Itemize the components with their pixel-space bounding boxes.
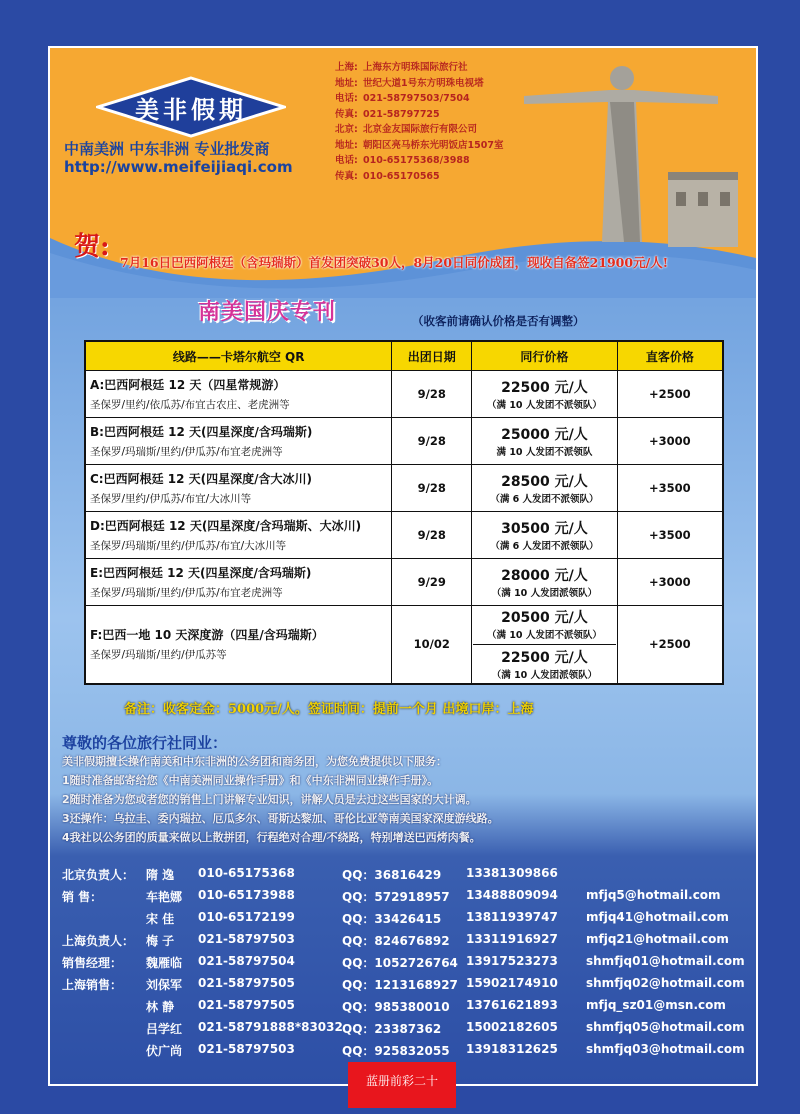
price-condition: （满 10 人发团派领队） bbox=[491, 670, 598, 682]
staff-phone: 010-65172199 bbox=[198, 910, 295, 924]
contact-line bbox=[335, 91, 503, 107]
staff-row bbox=[62, 866, 752, 888]
staff-email[interactable]: shmfjq01@hotmail.com bbox=[586, 954, 745, 968]
contact-label: 电话: bbox=[335, 93, 358, 104]
staff-email[interactable]: shmfjq02@hotmail.com bbox=[586, 976, 745, 990]
staff-qq: QQ：1052726764 bbox=[342, 956, 458, 970]
staff-mobile: 13918312625 bbox=[466, 1042, 558, 1056]
route-itinerary: 圣保罗/里约/伊瓜苏/布宜/大冰川等 bbox=[90, 493, 252, 505]
staff-row bbox=[62, 976, 752, 998]
congrats-mark: 贺: bbox=[74, 232, 110, 262]
price-option bbox=[473, 518, 616, 552]
direct-price: +3500 bbox=[617, 465, 723, 512]
contact-line bbox=[335, 153, 503, 169]
staff-role: 上海销售： bbox=[62, 978, 123, 992]
trade-price: 22500 元/人 bbox=[501, 380, 588, 396]
direct-price: +3000 bbox=[617, 559, 723, 606]
contact-line bbox=[335, 107, 503, 123]
contact-value: 010-65170565 bbox=[363, 170, 440, 182]
col-header-trade-price: 同行价格 bbox=[472, 341, 618, 371]
trade-price-cell bbox=[472, 465, 618, 512]
staff-email[interactable]: mfjq_sz01@msn.com bbox=[586, 998, 726, 1012]
staff-email[interactable]: mfjq5@hotmail.com bbox=[586, 888, 721, 902]
staff-name: 宋 佳 bbox=[146, 912, 175, 926]
staff-name: 梅 子 bbox=[146, 934, 175, 948]
notice-heading: 尊敬的各位旅行社同业： bbox=[62, 734, 228, 752]
table-header-row bbox=[85, 341, 723, 371]
staff-qq: QQ：572918957 bbox=[342, 890, 450, 904]
route-name: C:巴西阿根廷 12 天(四星深度/含大冰川) bbox=[90, 472, 313, 486]
contact-line bbox=[335, 60, 503, 76]
contact-label: 地址: bbox=[335, 77, 358, 89]
contact-value: 世纪大道1号东方明珠电视塔 bbox=[363, 77, 484, 89]
route-itinerary: 圣保罗/玛瑞斯/里约/伊瓜苏/布宜老虎洲等 bbox=[90, 587, 283, 599]
route-cell bbox=[85, 606, 392, 684]
route-cell bbox=[85, 371, 392, 418]
trade-price-cell bbox=[472, 559, 618, 606]
route-itinerary: 圣保罗/玛瑞斯/里约/伊瓜苏等 bbox=[90, 649, 227, 662]
price-option bbox=[473, 607, 616, 641]
staff-name: 刘保军 bbox=[146, 978, 183, 992]
staff-name: 林 静 bbox=[146, 1000, 175, 1014]
staff-role: 销售经理： bbox=[62, 956, 123, 970]
direct-price: +2500 bbox=[617, 606, 723, 684]
staff-row bbox=[62, 1042, 752, 1064]
staff-name: 伏广尚 bbox=[146, 1044, 183, 1058]
trade-price-cell bbox=[472, 606, 618, 684]
route-itinerary: 圣保罗/里约/依瓜苏/布宜古农庄、老虎洲等 bbox=[90, 399, 290, 411]
notice-line: 美非假期擅长操作南美和中东非洲的公务团和商务团，为您免费提供以下服务： bbox=[62, 755, 447, 768]
staff-phone: 010-65173988 bbox=[198, 888, 295, 902]
table-row bbox=[85, 512, 723, 559]
contact-info bbox=[335, 60, 503, 184]
staff-email[interactable]: mfjq21@hotmail.com bbox=[586, 932, 729, 946]
contact-value: 上海东方明珠国际旅行社 bbox=[363, 62, 468, 73]
col-header-direct-price: 直客价格 bbox=[617, 341, 723, 371]
contact-label: 北京: bbox=[335, 124, 358, 135]
staff-mobile: 13488809094 bbox=[466, 888, 558, 902]
trade-price: 20500 元/人 bbox=[501, 610, 588, 627]
special-issue-title: 南美国庆专刊 bbox=[198, 299, 337, 325]
staff-mobile: 13761621893 bbox=[466, 998, 558, 1012]
staff-mobile: 15002182605 bbox=[466, 1020, 558, 1034]
route-name: F:巴西一地 10 天深度游（四星/含玛瑞斯） bbox=[90, 628, 324, 643]
route-name: B:巴西阿根廷 12 天(四星深度/含玛瑞斯) bbox=[90, 425, 313, 439]
congrats-text: 7月16日巴西阿根廷（含玛瑞斯）首发团突破30人，8月20日同价成团，现收自备签21900元/人! bbox=[120, 255, 669, 270]
remark: 备注：收客定金：5000元/人。签证时间：提前一个月 出境口岸：上海 bbox=[124, 702, 534, 717]
staff-name: 车艳娜 bbox=[146, 890, 183, 904]
table-row bbox=[85, 559, 723, 606]
departure-date: 9/28 bbox=[392, 371, 472, 418]
price-condition: （满 6 人发团不派领队） bbox=[490, 541, 599, 552]
staff-phone: 021-58791888*83032 bbox=[198, 1020, 343, 1034]
departure-date: 9/28 bbox=[392, 418, 472, 465]
departure-date: 9/28 bbox=[392, 465, 472, 512]
route-price-table bbox=[84, 340, 724, 685]
price-option bbox=[473, 565, 616, 599]
contact-label: 上海: bbox=[335, 62, 358, 73]
route-cell bbox=[85, 465, 392, 512]
contact-label: 传真: bbox=[335, 170, 358, 182]
contact-label: 电话: bbox=[335, 155, 358, 166]
staff-qq: QQ：985380010 bbox=[342, 1000, 450, 1014]
staff-name: 隋 逸 bbox=[146, 868, 175, 882]
trade-price: 30500 元/人 bbox=[501, 521, 588, 537]
col-header-date: 出团日期 bbox=[392, 341, 472, 371]
trade-price: 25000 元/人 bbox=[501, 427, 588, 443]
contact-label: 传真: bbox=[335, 108, 358, 120]
staff-mobile: 13381309866 bbox=[466, 866, 558, 880]
direct-price: +2500 bbox=[617, 371, 723, 418]
route-name: A:巴西阿根廷 12 天（四星常规游） bbox=[90, 378, 286, 392]
price-option bbox=[473, 424, 616, 458]
staff-email[interactable]: mfjq41@hotmail.com bbox=[586, 910, 729, 924]
col-header-route: 线路——卡塔尔航空 QR bbox=[85, 341, 392, 371]
special-issue-note: （收客前请确认价格是否有调整） bbox=[412, 314, 585, 328]
staff-row bbox=[62, 888, 752, 910]
price-option bbox=[473, 377, 616, 411]
notice-line: 2随时准备为您或者您的销售上门讲解专业知识，讲解人员是去过这些国家的大计调。 bbox=[62, 793, 477, 806]
staff-name: 吕学红 bbox=[146, 1022, 183, 1036]
contact-label: 地址: bbox=[335, 139, 358, 151]
departure-date: 9/29 bbox=[392, 559, 472, 606]
staff-qq: QQ：1213168927 bbox=[342, 978, 458, 992]
staff-phone: 010-65175368 bbox=[198, 866, 295, 880]
staff-row bbox=[62, 1020, 752, 1042]
direct-price: +3000 bbox=[617, 418, 723, 465]
route-cell bbox=[85, 418, 392, 465]
contact-value: 021-58797725 bbox=[363, 108, 440, 120]
table-row bbox=[85, 465, 723, 512]
route-cell bbox=[85, 512, 392, 559]
staff-phone: 021-58797504 bbox=[198, 954, 295, 968]
staff-qq: QQ：23387362 bbox=[342, 1022, 442, 1036]
christ-redeemer-statue-image bbox=[518, 52, 750, 252]
trade-price-cell bbox=[472, 512, 618, 559]
staff-phone: 021-58797505 bbox=[198, 998, 295, 1012]
staff-contacts bbox=[62, 866, 752, 1064]
contact-line bbox=[335, 169, 503, 185]
route-name: D:巴西阿根廷 12 天(四星深度/含玛瑞斯、大冰川) bbox=[90, 519, 362, 533]
route-cell bbox=[85, 559, 392, 606]
website-url[interactable]: http://www.meifeijiaqi.com bbox=[64, 158, 293, 176]
staff-qq: QQ：36816429 bbox=[342, 868, 442, 882]
trade-price: 28000 元/人 bbox=[501, 568, 588, 584]
trade-price-cell bbox=[472, 418, 618, 465]
direct-price: +3500 bbox=[617, 512, 723, 559]
contact-value: 010-65175368/3988 bbox=[363, 155, 470, 166]
staff-mobile: 15902174910 bbox=[466, 976, 558, 990]
price-condition: （满 6 人发团不派领队） bbox=[490, 494, 599, 505]
table-row bbox=[85, 418, 723, 465]
contact-value: 朝阳区亮马桥东光明饭店1507室 bbox=[363, 139, 504, 151]
staff-mobile: 13917523273 bbox=[466, 954, 558, 968]
departure-date: 10/02 bbox=[392, 606, 472, 684]
staff-qq: QQ：33426415 bbox=[342, 912, 442, 926]
staff-role: 上海负责人： bbox=[62, 934, 135, 948]
contact-value: 021-58797503/7504 bbox=[363, 93, 470, 104]
price-option bbox=[473, 471, 616, 505]
departure-date: 9/28 bbox=[392, 512, 472, 559]
staff-email[interactable]: shmfjq05@hotmail.com bbox=[586, 1020, 745, 1034]
staff-phone: 021-58797505 bbox=[198, 976, 295, 990]
staff-phone: 021-58797503 bbox=[198, 932, 295, 946]
staff-row bbox=[62, 932, 752, 954]
route-itinerary: 圣保罗/玛瑞斯/里约/伊瓜苏/布宜老虎洲等 bbox=[90, 446, 283, 458]
staff-mobile: 13811939747 bbox=[466, 910, 558, 924]
contact-value: 北京金友国际旅行有限公司 bbox=[363, 124, 478, 135]
price-condition: 满 10 人发团不派领队 bbox=[496, 447, 593, 458]
contact-line bbox=[335, 138, 503, 154]
route-name: E:巴西阿根廷 12 天(四星深度/含玛瑞斯) bbox=[90, 566, 312, 580]
table-row bbox=[85, 606, 723, 684]
staff-qq: QQ：925832055 bbox=[342, 1044, 450, 1058]
trade-price: 28500 元/人 bbox=[501, 474, 588, 490]
price-condition: （满 10 人发团派领队） bbox=[491, 588, 598, 599]
trade-price: 22500 元/人 bbox=[501, 650, 588, 667]
staff-row bbox=[62, 910, 752, 932]
slogan: 中南美洲 中东非洲 专业批发商 bbox=[64, 140, 270, 158]
table-row bbox=[85, 371, 723, 418]
staff-name: 魏雁临 bbox=[146, 956, 183, 970]
staff-mobile: 13311916927 bbox=[466, 932, 558, 946]
brand-logo bbox=[96, 76, 286, 138]
brochure-frame bbox=[48, 46, 758, 1086]
staff-qq: QQ：824676892 bbox=[342, 934, 450, 948]
notice-body bbox=[62, 752, 499, 847]
logo-text: 美非假期 bbox=[135, 94, 247, 124]
contact-line bbox=[335, 76, 503, 92]
notice-line: 1随时准备邮寄给您《中南美洲同业操作手册》和《中东非洲同业操作手册》。 bbox=[62, 774, 439, 787]
trade-price-cell bbox=[472, 371, 618, 418]
price-option bbox=[473, 644, 616, 681]
staff-role: 销 售： bbox=[62, 890, 103, 904]
route-itinerary: 圣保罗/玛瑞斯/里约/伊瓜苏/布宜/大冰川等 bbox=[90, 540, 287, 552]
price-condition: （满 10 人发团不派领队） bbox=[487, 630, 602, 642]
price-condition: （满 10 人发团不派领队） bbox=[487, 400, 602, 411]
staff-email[interactable]: shmfjq03@hotmail.com bbox=[586, 1042, 745, 1056]
staff-role: 北京负责人： bbox=[62, 868, 135, 882]
staff-row bbox=[62, 998, 752, 1020]
staff-row bbox=[62, 954, 752, 976]
notice-line: 3还操作：乌拉圭、委内瑞拉、厄瓜多尔、哥斯达黎加、哥伦比亚等南美国家深度游线路。 bbox=[62, 812, 499, 825]
contact-line bbox=[335, 122, 503, 138]
notice-line: 4我社以公务团的质量来做以上散拼团，行程绝对合理/不绕路，特别增送巴西烤肉餐。 bbox=[62, 831, 481, 844]
staff-phone: 021-58797503 bbox=[198, 1042, 295, 1056]
page-label: 蓝册前彩二十 bbox=[348, 1062, 456, 1108]
